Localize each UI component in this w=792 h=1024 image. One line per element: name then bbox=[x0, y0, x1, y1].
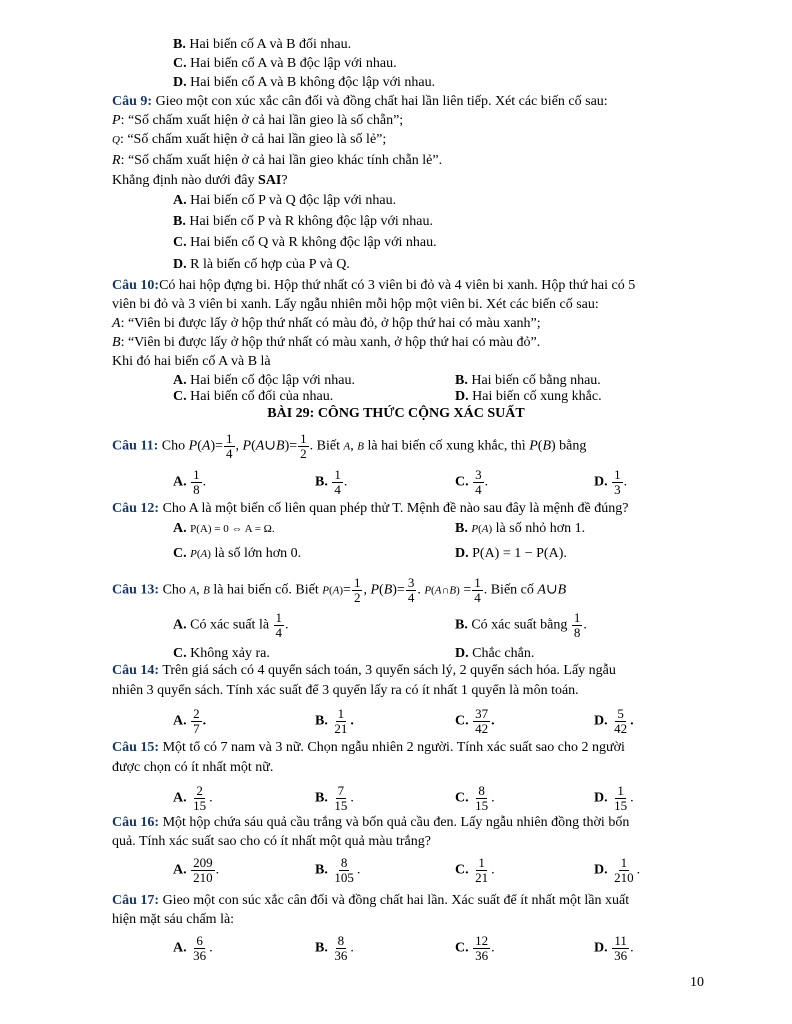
q12-stem: Câu 12: Cho A là một biến cố liên quan phép thử T. Mệnh đề nào sau đây là mệnh đề đúng? bbox=[112, 501, 629, 516]
q11-pab-fraction: $\frac{1}{2}$ bbox=[300, 431, 307, 461]
q11-option-b: B. $\frac{1}{4}$ . bbox=[315, 467, 348, 497]
q13-stem: Câu 13: Cho A, B là hai biến cố. Biết P(A)= $\frac{1}{2}$ , P(B)= $\frac{3}{4}$ . P(A∩B) = $\frac{1}{4}$ . Biến cố A∪B bbox=[112, 575, 567, 605]
q10-option-a: A. Hai biến cố độc lập với nhau. bbox=[173, 373, 355, 388]
q10-stem-line1: Câu 10:Có hai hộp đựng bi. Hộp thứ nhất có 3 viên bi đỏ và 4 viên bi xanh. Hộp thứ hai có 5 bbox=[112, 278, 636, 293]
q13-pb-fraction: $\frac{3}{4}$ bbox=[407, 575, 415, 605]
q9-event-r: R: “Số chấm xuất hiện ở cả hai lần gieo khác tính chẵn lẻ”. bbox=[112, 153, 443, 168]
q9-event-q: Q: “Số chấm xuất hiện ở cả hai lần gieo là số lẻ”; bbox=[112, 132, 387, 147]
q12-option-c: C. P(A) là số lớn hơn 0. bbox=[173, 546, 302, 561]
q15-option-d: D. $\frac{1}{15}$ . bbox=[594, 783, 634, 813]
q16-option-c: C. $\frac{1}{21}$ . bbox=[455, 855, 495, 885]
q16-option-a: A. $\frac{209}{210}$ . bbox=[173, 855, 220, 885]
q13-option-b: B. Có xác suất bằng $\frac{1}{8}$ . bbox=[455, 610, 587, 640]
q14-option-b: B. $\frac{1}{21}$ . bbox=[315, 706, 354, 736]
page-number: 10 bbox=[690, 975, 704, 990]
q14-option-d: D. $\frac{5}{42}$ . bbox=[594, 706, 634, 736]
q13-option-d: D. Chắc chắn. bbox=[455, 646, 535, 661]
q15-option-a: A. $\frac{2}{15}$ . bbox=[173, 783, 213, 813]
section-title: BÀI 29: CÔNG THỨC CỘNG XÁC SUẤT bbox=[267, 406, 525, 421]
q17-option-d: D. $\frac{11}{36}$ . bbox=[594, 933, 634, 963]
q13-pab-fraction: $\frac{1}{4}$ bbox=[474, 575, 481, 605]
q9-stem: Câu 9: Gieo một con xúc xắc cân đối và đồng chất hai lần liên tiếp. Xét các biến cố sau: bbox=[112, 94, 608, 109]
q11-option-d: D. $\frac{1}{3}$ . bbox=[594, 467, 628, 497]
q10-option-b: B. Hai biến cố bằng nhau. bbox=[455, 373, 601, 388]
q9-event-p: P: “Số chấm xuất hiện ở cả hai lần gieo là số chẵn”; bbox=[112, 113, 404, 128]
q16-option-b: B. $\frac{8}{105}$ . bbox=[315, 855, 361, 885]
q13-option-a: A. Có xác suất là $\frac{1}{4}$ . bbox=[173, 610, 289, 640]
q8-option-b: B. Hai biến cố A và B đối nhau. bbox=[173, 37, 352, 52]
q10-option-c: C. Hai biến cố đối của nhau. bbox=[173, 389, 334, 404]
q17-option-b: B. $\frac{8}{36}$ . bbox=[315, 933, 354, 963]
q9-option-a: A. Hai biến cố P và Q độc lập với nhau. bbox=[173, 193, 397, 208]
q11-stem: Câu 11: Cho P(A)= $\frac{1}{4}$ , P(A∪B)= $\frac{1}{2}$ . Biết A, B là hai biến cố xung khắc, thì P(B) bằng bbox=[112, 431, 587, 461]
q10-ask: Khi đó hai biến cố A và B là bbox=[112, 354, 271, 369]
q16-stem-line2: quả. Tính xác suất sao cho có ít nhất một quả màu trắng? bbox=[112, 834, 431, 849]
q12-option-a: A. P(A) = 0 ⇔ A = Ω. bbox=[173, 521, 275, 536]
q15-option-b: B. $\frac{7}{15}$ . bbox=[315, 783, 354, 813]
q17-stem-line1: Câu 17: Gieo một con súc xắc cân đối và đồng chất hai lần. Xác suất để ít nhất một lần xuất bbox=[112, 893, 630, 908]
q16-option-d: D. $\frac{1}{210}$ . bbox=[594, 855, 641, 885]
q14-stem-line2: nhiên 3 quyển sách. Tính xác suất để 3 quyển lấy ra có ít nhất 1 quyển là môn toán. bbox=[112, 683, 579, 698]
q12-option-d: D. P(A) = 1 − P(A). bbox=[455, 546, 567, 561]
q15-stem-line2: được chọn có ít nhất một nữ. bbox=[112, 760, 274, 775]
q9-option-b: B. Hai biến cố P và R không độc lập với nhau. bbox=[173, 214, 434, 229]
q11-option-a: A. $\frac{1}{8}$ . bbox=[173, 467, 207, 497]
q14-option-a: A. $\frac{2}{7}$ . bbox=[173, 706, 207, 736]
q15-option-c: C. $\frac{8}{15}$ . bbox=[455, 783, 495, 813]
q13-pa-fraction: $\frac{1}{2}$ bbox=[353, 575, 361, 605]
q10-event-b: B: “Viên bi được lấy ở hộp thứ nhất có màu xanh, ở hộp thứ hai có màu đỏ”. bbox=[112, 335, 541, 350]
q8-option-c: C. Hai biến cố A và B độc lập với nhau. bbox=[173, 56, 397, 71]
q14-stem-line1: Câu 14: Trên giá sách có 4 quyển sách toán, 3 quyển sách lý, 2 quyển sách hóa. Lấy ngẫu bbox=[112, 663, 616, 678]
q16-stem-line1: Câu 16: Một hộp chứa sáu quả cầu trắng và bốn quả cầu đen. Lấy ngẫu nhiên đồng thời bốn bbox=[112, 815, 630, 830]
q10-event-a: A: “Viên bi được lấy ở hộp thứ nhất có màu đỏ, ở hộp thứ hai có màu xanh”; bbox=[112, 316, 541, 331]
q17-option-c: C. $\frac{12}{36}$ . bbox=[455, 933, 495, 963]
q9-option-c: C. Hai biến cố Q và R không độc lập với nhau. bbox=[173, 235, 437, 250]
q12-option-b: B. P(A) là số nhỏ hơn 1. bbox=[455, 521, 586, 536]
q11-option-c: C. $\frac{3}{4}$ . bbox=[455, 467, 489, 497]
q8-option-d: D. Hai biến cố A và B không độc lập với nhau. bbox=[173, 75, 436, 90]
q14-option-c: C. $\frac{37}{42}$ . bbox=[455, 706, 495, 736]
q10-option-d: D. Hai biến cố xung khắc. bbox=[455, 389, 602, 404]
q15-stem-line1: Câu 15: Một tổ có 7 nam và 3 nữ. Chọn ngẫu nhiên 2 người. Tính xác suất sao cho 2 người bbox=[112, 740, 625, 755]
q9-option-d: D. R là biến cố hợp của P và Q. bbox=[173, 257, 350, 272]
q17-stem-line2: hiện mặt sáu chấm là: bbox=[112, 912, 235, 927]
q9-ask: Khẳng định nào dưới đây SAI? bbox=[112, 173, 288, 188]
q17-option-a: A. $\frac{6}{36}$ . bbox=[173, 933, 213, 963]
q10-stem-line2: viên bi đỏ và 3 viên bi xanh. Lấy ngẫu nhiên mỗi hộp một viên bi. Xét các biến cố sau: bbox=[112, 297, 599, 312]
q13-option-c: C. Không xảy ra. bbox=[173, 646, 270, 661]
q11-pa-fraction: $\frac{1}{4}$ bbox=[226, 431, 233, 461]
